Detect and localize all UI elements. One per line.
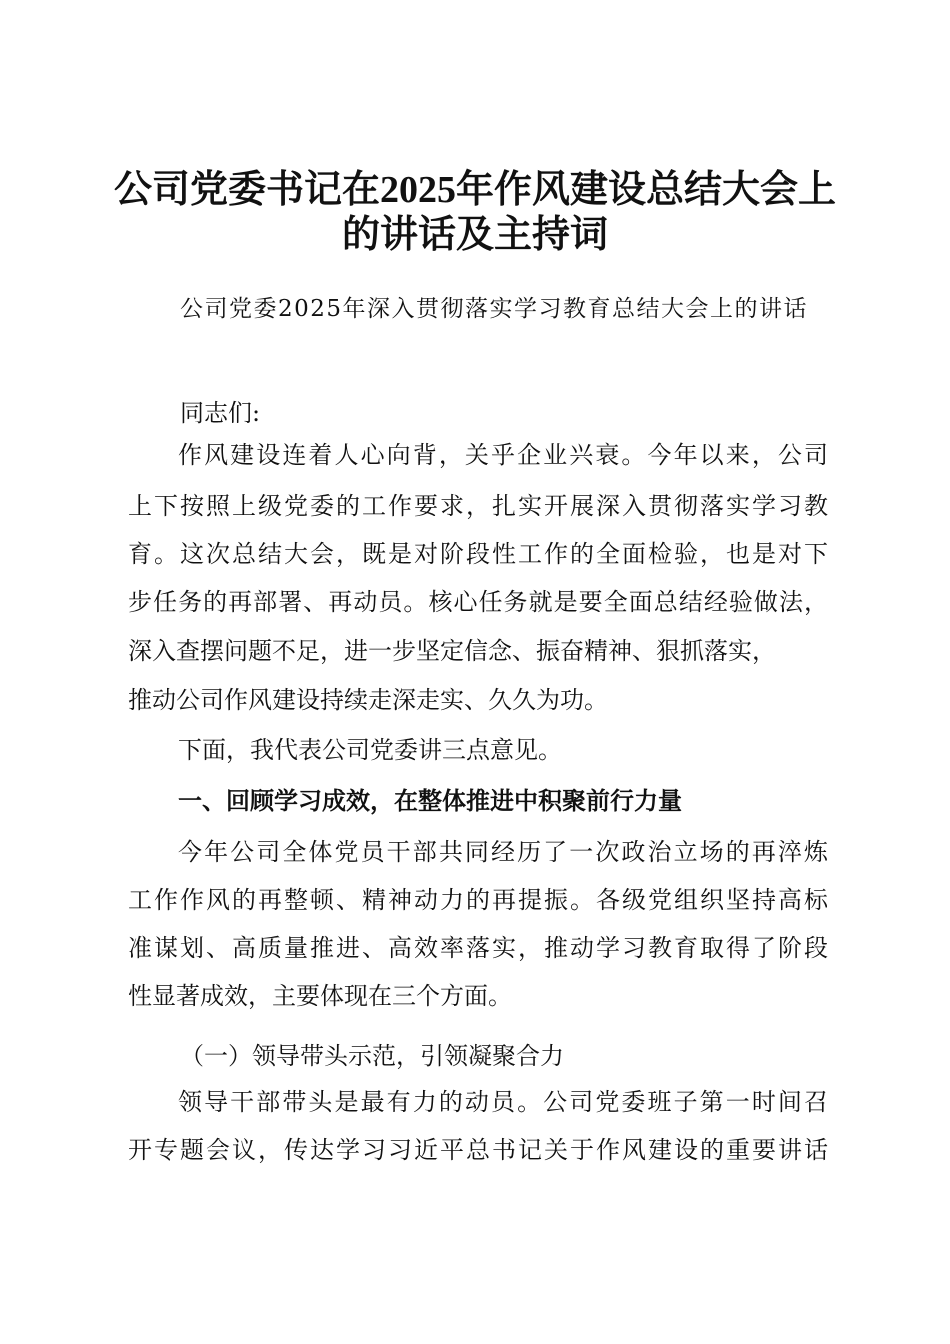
paragraph-line: 步任务的再部署、再动员。核心任务就是要全面总结经验做法， xyxy=(128,588,828,616)
document-title-line-1: 公司党委书记在2025年作风建设总结大会上 xyxy=(113,169,836,211)
subsection-heading-1: （一）领导带头示范，引领凝聚合力 xyxy=(180,1042,564,1070)
paragraph-line: 深入查摆问题不足，进一步坚定信念、振奋精神、狠抓落实， xyxy=(128,637,776,665)
paragraph-line: 性显著成效，主要体现在三个方面。 xyxy=(128,982,512,1010)
paragraph-line: 准谋划、高质量推进、高效率落实，推动学习教育取得了阶段 xyxy=(128,934,828,962)
paragraph-line: 作风建设连着人心向背，关乎企业兴衰。今年以来，公司 xyxy=(178,441,828,469)
paragraph-line: 推动公司作风建设持续走深走实、久久为功。 xyxy=(128,686,608,714)
paragraph-line: 下面，我代表公司党委讲三点意见。 xyxy=(178,736,562,764)
paragraph-line: 工作作风的再整顿、精神动力的再提振。各级党组织坚持高标 xyxy=(128,886,828,914)
document-title-line-2: 的讲话及主持词 xyxy=(341,214,608,256)
paragraph-line: 领导干部带头是最有力的动员。公司党委班子第一时间召 xyxy=(178,1088,828,1116)
section-heading-1: 一、回顾学习成效，在整体推进中积聚前行力量 xyxy=(178,787,682,815)
paragraph-line: 今年公司全体党员干部共同经历了一次政治立场的再淬炼 xyxy=(178,838,828,866)
salutation: 同志们: xyxy=(180,399,261,427)
paragraph-line: 育。这次总结大会，既是对阶段性工作的全面检验，也是对下 xyxy=(128,540,828,568)
paragraph-line: 开专题会议，传达学习习近平总书记关于作风建设的重要讲话 xyxy=(128,1136,828,1164)
paragraph-line: 上下按照上级党委的工作要求，扎实开展深入贯彻落实学习教 xyxy=(128,492,828,520)
document-subtitle: 公司党委2025年深入贯彻落实学习教育总结大会上的讲话 xyxy=(180,296,809,322)
